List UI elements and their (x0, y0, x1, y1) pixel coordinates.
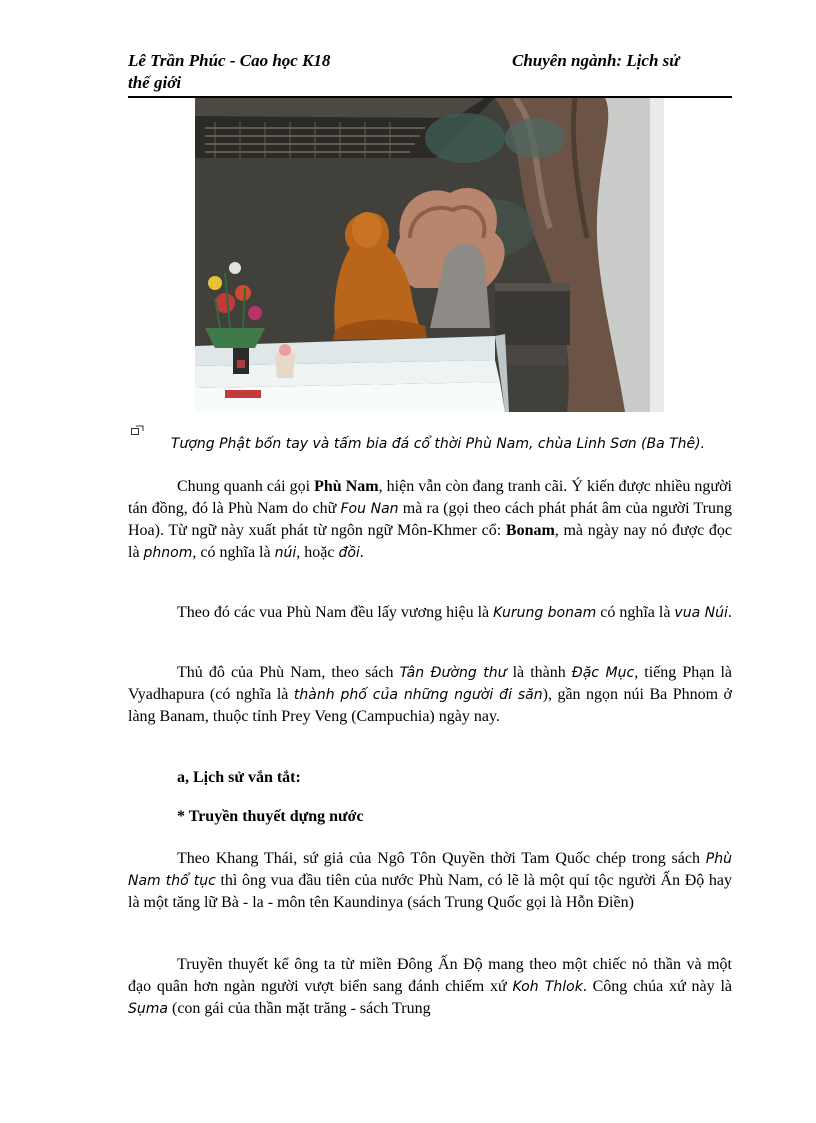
p3-text: là thành (506, 664, 572, 681)
p3-italic-term: thành phố của những người đi săn (293, 687, 543, 703)
p2-italic-term: Kurung bonam (493, 605, 597, 621)
p3-text: Thủ đô của Phù Nam, theo sách (177, 664, 400, 681)
p1-italic-term: phnom (143, 545, 193, 561)
p3-italic-term: Tân Đường thư (399, 665, 507, 681)
p1-italic-term: núi (274, 545, 297, 561)
p1-text: , hoặc (296, 544, 339, 561)
p4-text: Theo Khang Thái, sứ giả của Ngô Tôn Quyền thời Tam Quốc chép trong sách (177, 850, 706, 867)
buddha-statue-photo (195, 98, 664, 412)
p1-text: , có nghĩa là (192, 544, 275, 561)
section-heading-legend: * Truyền thuyết dựng nước (177, 808, 364, 825)
p1-italic-term: Fou Nan (340, 501, 399, 517)
p1-text: , hiện vẫn còn đang tranh cãi. Ý kiến được nhiều người tán đồng, đó là Phù Nam do chữ (128, 478, 732, 517)
p4-italic-term: Phù Nam thổ tục (128, 851, 732, 889)
p3-text: ), gần ngọn núi Ba Phnom ở làng Banam, thuộc tỉnh Prey Veng (Campuchia) ngày nay. (128, 686, 732, 725)
p2-text: . (727, 604, 732, 621)
p1-bold-term: Bonam (505, 522, 555, 539)
paragraph-4 (128, 848, 732, 914)
section-heading-history: a, Lịch sử vắn tắt: (177, 769, 301, 786)
p1-text: mà ra (gọi theo cách phát phát âm của người Trung Hoa). Từ ngữ này xuất phát từ ngôn ngữ Môn-Khmer cổ: (128, 500, 733, 539)
paragraph-3 (128, 662, 732, 728)
header-major: Chuyên ngành: Lịch sử (512, 51, 680, 70)
paragraph-1 (128, 476, 732, 564)
p1-text: , mà ngày nay nó được đọc là (128, 522, 733, 561)
p2-text: Theo đó các vua Phù Nam đều lấy vương hiệu là (177, 604, 494, 621)
header-author: Lê Trần Phúc - Cao học K18 (128, 51, 331, 70)
p5-text: . Công chúa xứ này là (582, 978, 732, 995)
p3-italic-term: Đặc Mục (571, 665, 635, 681)
p2-italic-term: vua Núi (674, 605, 728, 621)
p1-text: . (359, 544, 364, 561)
p3-text: , tiếng Phạn là Vyadhapura (có nghĩa là (128, 664, 733, 703)
p2-text: có nghĩa là (596, 604, 675, 621)
p1-bold-term: Phù Nam (314, 478, 379, 495)
p5-italic-term: Sụma (128, 1001, 168, 1017)
paragraph-2 (128, 602, 732, 624)
p1-text: Chung quanh cái gọi (177, 478, 315, 495)
p5-text: Truyền thuyết kể ông ta từ miền Đông Ấn Độ mang theo một chiếc nỏ thần và một đạo quân hơn ngàn người vượt biển sang đánh chiếm xứ (128, 956, 732, 995)
paragraph-5 (128, 954, 732, 1020)
header-major-continued: thế giới (128, 73, 182, 92)
figure-caption: Tượng Phật bốn tay và tấm bia đá cổ thời Phù Nam, chùa Linh Sơn (Ba Thê). (170, 436, 706, 452)
p5-text: (con gái của thần mặt trăng - sách Trung (167, 1000, 431, 1017)
photo-illustration (195, 98, 664, 412)
p4-text: thì ông vua đầu tiên của nước Phù Nam, có lẽ là một quí tộc người Ấn Độ hay là một tăng lữ Bà - la - môn tên Kaundinya (sách Trung Quốc gọi là Hỗn Điền) (128, 872, 733, 911)
p5-italic-term: Koh Thlok (512, 979, 583, 995)
p1-italic-term: đồi (338, 545, 360, 561)
